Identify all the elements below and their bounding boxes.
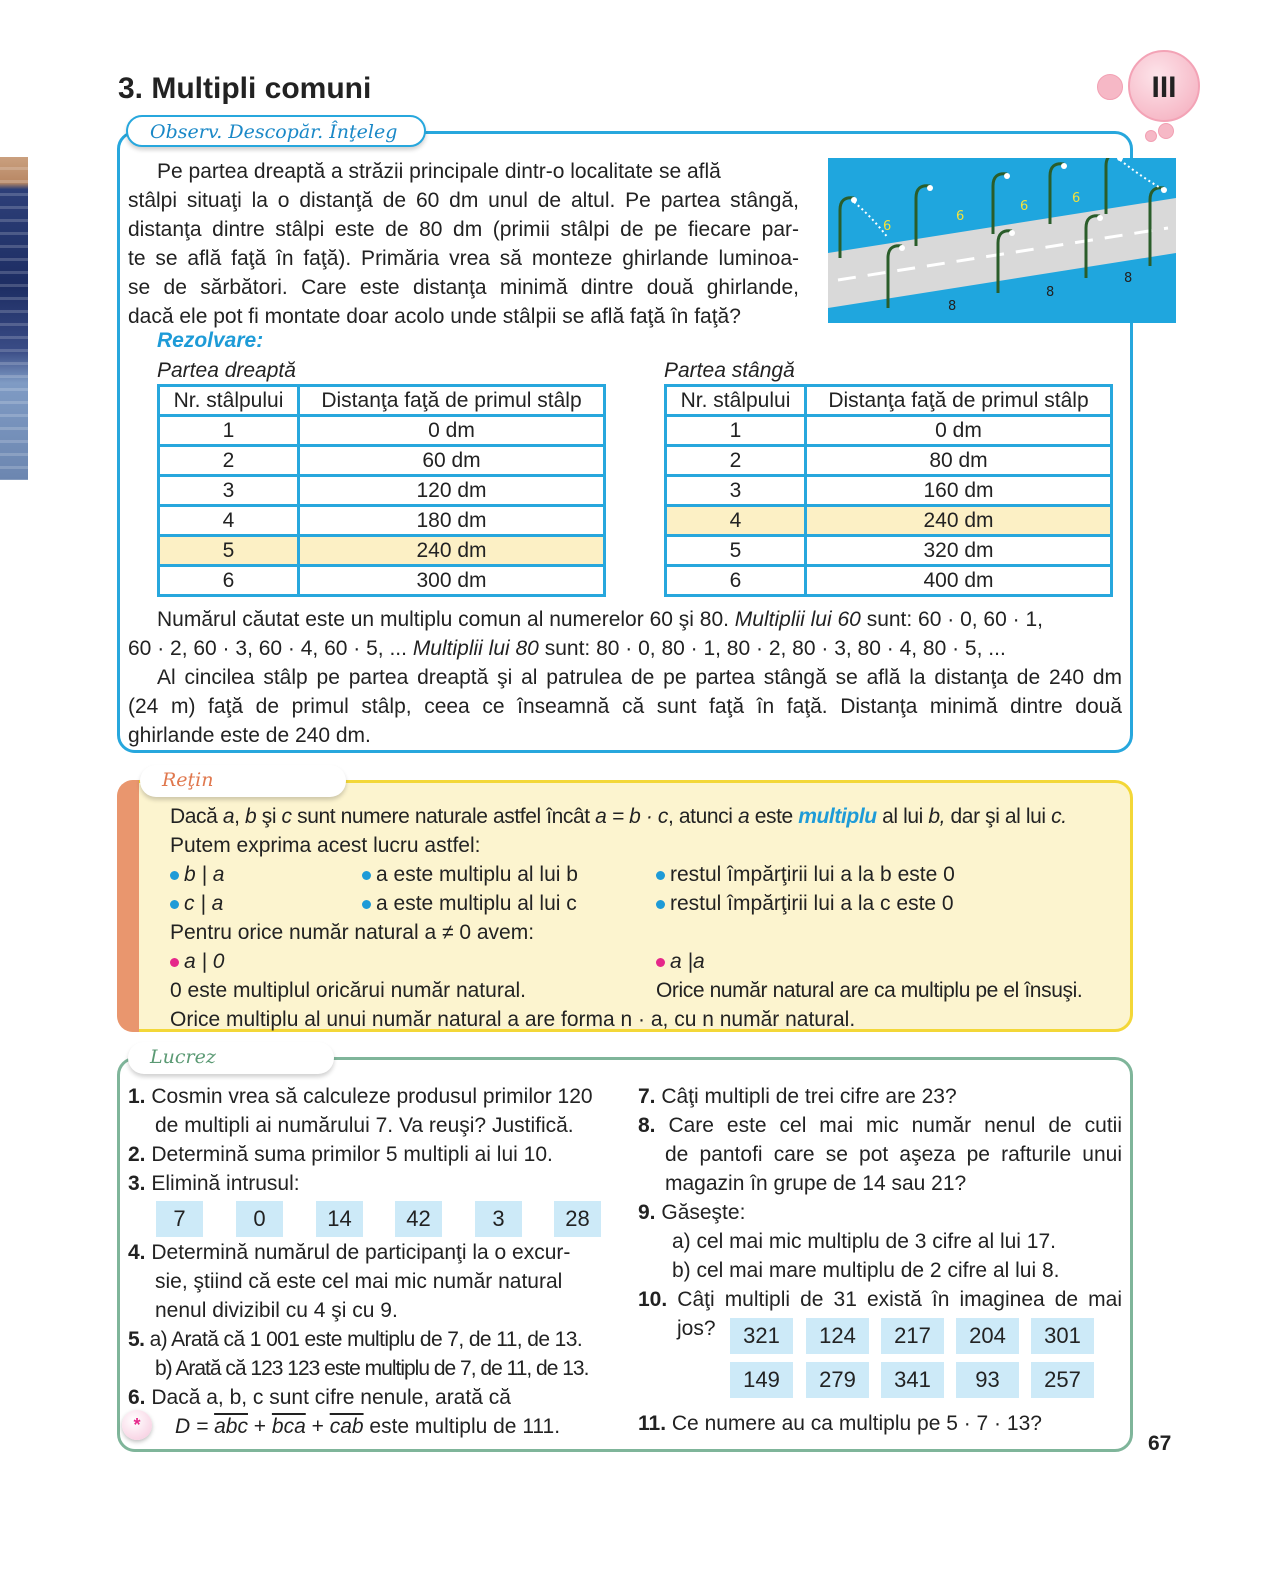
conclusion-line: Numărul căutat este un multiplu comun al numerelor 60 şi 80. Multiplii lui 60 sunt: 60 · 0, 60 · 1, [157,608,1043,631]
table-row-highlighted [666,506,1112,536]
conclusion-line: (24 m) faţă de primul stâlp, ceea ce înseamnă că sunt faţă în faţă. Distanţa minimă dintre două [128,695,1122,718]
table-row [159,476,605,506]
exercise-8-cont: magazin în grupe de 14 sau 21? [665,1172,967,1195]
intruder-cell: 28 [554,1201,601,1237]
star-icon: * [122,1410,152,1440]
decorative-bubble [1097,74,1123,100]
table-cell: 160 dm [806,476,1112,506]
table-cell: 180 dm [299,506,605,536]
distance-label-top: 6 [956,209,965,224]
keyword-multiplu: multiplu [798,805,877,828]
exercise-1-cont: de multipli ai numărului 7. Va reuşi? Justifică. [155,1114,574,1137]
decorative-bubble [1158,123,1174,139]
bullet-item: restul împărţirii lui a la b este 0 [656,860,955,889]
table-cell: 2 [159,446,299,476]
table-cell: 400 dm [806,566,1112,596]
table-cell: 80 dm [806,446,1112,476]
bullet-item: restul împărţirii lui a la c este 0 [656,889,954,918]
table-cell: 60 dm [299,446,605,476]
observe-tab: Observ. Descopăr. Înţeleg [126,115,426,147]
table-header: Nr. stâlpului [159,386,299,416]
number-cell: 257 [1031,1362,1094,1398]
definition-line: Orice număr natural are ca multiplu pe el însuşi. [656,979,1083,1002]
bullet-icon [362,900,371,909]
problem-line: stâlpi situaţi la o distanţă de 60 dm unul de altul. Pe partea stângă, [128,189,799,212]
table-header: Nr. stâlpului [666,386,806,416]
table-right [157,384,606,597]
number-cell: 217 [881,1318,944,1354]
intruder-cell: 7 [156,1201,203,1237]
number-cell: 124 [806,1318,869,1354]
page-number: 67 [1148,1432,1172,1455]
problem-line: Pe partea dreaptă a străzii principale dintr-o localitate se află [157,160,721,183]
bullet-item: c | a [170,889,223,918]
definition-line: Dacă a, b şi c sunt numere naturale astfel încât a = b · c, atunci a este multiplu al lui b, dar şi al lui c. [170,805,1067,828]
number-cell: 93 [956,1362,1019,1398]
street-illustration [828,158,1176,323]
exercise-9: 9. Găseşte: [638,1201,746,1224]
exercise-10-cont: jos? [677,1317,716,1340]
table-cell: 240 dm [806,506,1112,536]
table-row [666,446,1112,476]
table-cell: 3 [159,476,299,506]
table-cell: 4 [666,506,806,536]
side-photo [0,157,28,480]
table-left-caption: Partea stângă [664,359,795,382]
table-row [159,506,605,536]
bullet-icon [362,871,371,880]
bullet-icon [170,871,179,880]
exercise-6: 6. Dacă a, b, c sunt cifre nenule, arată că [128,1386,511,1409]
exercise-11: 11. Ce numere au ca multiplu pe 5 · 7 · 13? [638,1412,1042,1435]
table-cell: 0 dm [806,416,1112,446]
table-cell: 1 [159,416,299,446]
bullet-icon [656,871,665,880]
table-right-caption: Partea dreaptă [157,359,296,382]
exercise-5-cont: b) Arată că 123 123 este multiplu de 7, de 11, de 13. [155,1357,589,1380]
distance-label-bottom: 8 [948,299,957,314]
table-cell: 3 [666,476,806,506]
exercise-6-formula: $D = \overline{abc} + \overline{bca} + \overline{cab}$ este multiplu de 111. [175,1415,561,1438]
intruder-cell: 3 [475,1201,522,1237]
table-cell: 6 [159,566,299,596]
intruder-cell: 0 [236,1201,283,1237]
chapter-badge: III [1128,50,1200,122]
distance-label-bottom: 8 [1124,271,1133,286]
problem-line: dacă ele pot fi montate doar acolo unde stâlpii se află faţă în faţă? [128,305,741,328]
resolution-label: Rezolvare: [157,329,264,352]
definition-line: 0 este multiplul oricărui număr natural. [170,979,526,1002]
table-row [666,416,1112,446]
bullet-item: b | a [170,860,224,889]
conclusion-line: ghirlande este de 240 dm. [128,724,371,747]
table-cell: 120 dm [299,476,605,506]
number-cell: 149 [730,1362,793,1398]
exercise-4-cont: nenul divizibil cu 4 şi cu 9. [155,1299,398,1322]
table-row [159,416,605,446]
table-row [666,566,1112,596]
exercise-7: 7. Câţi multipli de trei cifre are 23? [638,1085,957,1108]
intruder-cell: 42 [395,1201,442,1237]
distance-label-top: 6 [1020,199,1029,214]
problem-line: se de sărbători. Care este distanţa minimă dintre două ghirlande, [128,276,799,299]
problem-line: te se află faţă în faţă). Primăria vrea să monteze ghirlande luminoa- [128,247,799,270]
table-row [666,476,1112,506]
exercises-tab: Lucrez [128,1042,334,1074]
intruder-cell: 14 [316,1201,363,1237]
definition-line: Putem exprima acest lucru astfel: [170,834,481,857]
table-left [664,384,1113,597]
table-row [666,536,1112,566]
problem-line: distanţa dintre stâlpi este de 80 dm (primii stâlpi de pe fiecare par- [128,218,799,241]
exercise-4-cont: sie, ştiind că este cel mai mic număr natural [155,1270,563,1293]
exercise-9a: a) cel mai mic multiplu de 3 cifre al lui 17. [672,1230,1056,1253]
exercise-4: 4. Determină numărul de participanţi la o excur- [128,1241,571,1264]
bullet-item: a |a [656,947,705,976]
exercise-9b: b) cel mai mare multiplu de 2 cifre al lui 8. [672,1259,1060,1282]
number-cell: 204 [956,1318,1019,1354]
exercise-8: 8. Care este cel mai mic număr nenul de cutii [638,1114,1122,1137]
bullet-icon [656,958,665,967]
street-drawing [828,158,1176,323]
table-header: Distanţa faţă de primul stâlp [806,386,1112,416]
number-cell: 341 [881,1362,944,1398]
table-cell: 5 [666,536,806,566]
conclusion-line: Al cincilea stâlp pe partea dreaptă şi al patrulea de pe partea stângă se află la distanţa de 240 dm [157,666,1122,689]
distance-label-top: 6 [1072,191,1081,206]
conclusion-line: 60 · 2, 60 · 3, 60 · 4, 60 · 5, ... Multiplii lui 80 sunt: 80 · 0, 80 · 1, 80 · 2, 80 · 3, 80 · 4, 80 · 5, ... [128,637,1006,660]
table-cell: 5 [159,536,299,566]
table-row-highlighted [159,536,605,566]
exercise-8-cont: de pantofi care se pot aşeza pe rafturile unui [665,1143,1122,1166]
definition-line: Pentru orice număr natural a ≠ 0 avem: [170,921,535,944]
table-row [159,566,605,596]
table-header: Distanţa faţă de primul stâlp [299,386,605,416]
distance-label-top: 6 [883,219,892,234]
distance-label-bottom: 8 [1046,285,1055,300]
remember-tab: Reţin [140,765,346,797]
bullet-icon [656,900,665,909]
remember-box-edge [117,780,139,1032]
table-cell: 300 dm [299,566,605,596]
exercise-2: 2. Determină suma primilor 5 multipli ai lui 10. [128,1143,553,1166]
table-cell: 6 [666,566,806,596]
exercise-1: 1. Cosmin vrea să calculeze produsul primilor 120 [128,1085,593,1108]
table-cell: 1 [666,416,806,446]
number-cell: 321 [730,1318,793,1354]
table-cell: 4 [159,506,299,536]
decorative-bubble [1145,130,1157,142]
number-cell: 301 [1031,1318,1094,1354]
number-cell: 279 [806,1362,869,1398]
bullet-item: a este multiplu al lui c [362,889,577,918]
table-cell: 2 [666,446,806,476]
exercise-3: 3. Elimină intrusul: [128,1172,300,1195]
table-row [159,446,605,476]
bullet-item: a | 0 [170,947,224,976]
table-cell: 320 dm [806,536,1112,566]
page-title: 3. Multipli comuni [118,72,372,105]
table-cell: 0 dm [299,416,605,446]
bullet-item: a este multiplu al lui b [362,860,578,889]
bullet-icon [170,900,179,909]
definition-line: Orice multiplu al unui număr natural a are forma n · a, cu n număr natural. [170,1008,856,1031]
exercise-10: 10. Câţi multipli de 31 există în imaginea de mai [638,1288,1123,1311]
bullet-icon [170,958,179,967]
exercise-5: 5. a) Arată că 1 001 este multiplu de 7, de 11, de 13. [128,1328,583,1351]
table-cell: 240 dm [299,536,605,566]
